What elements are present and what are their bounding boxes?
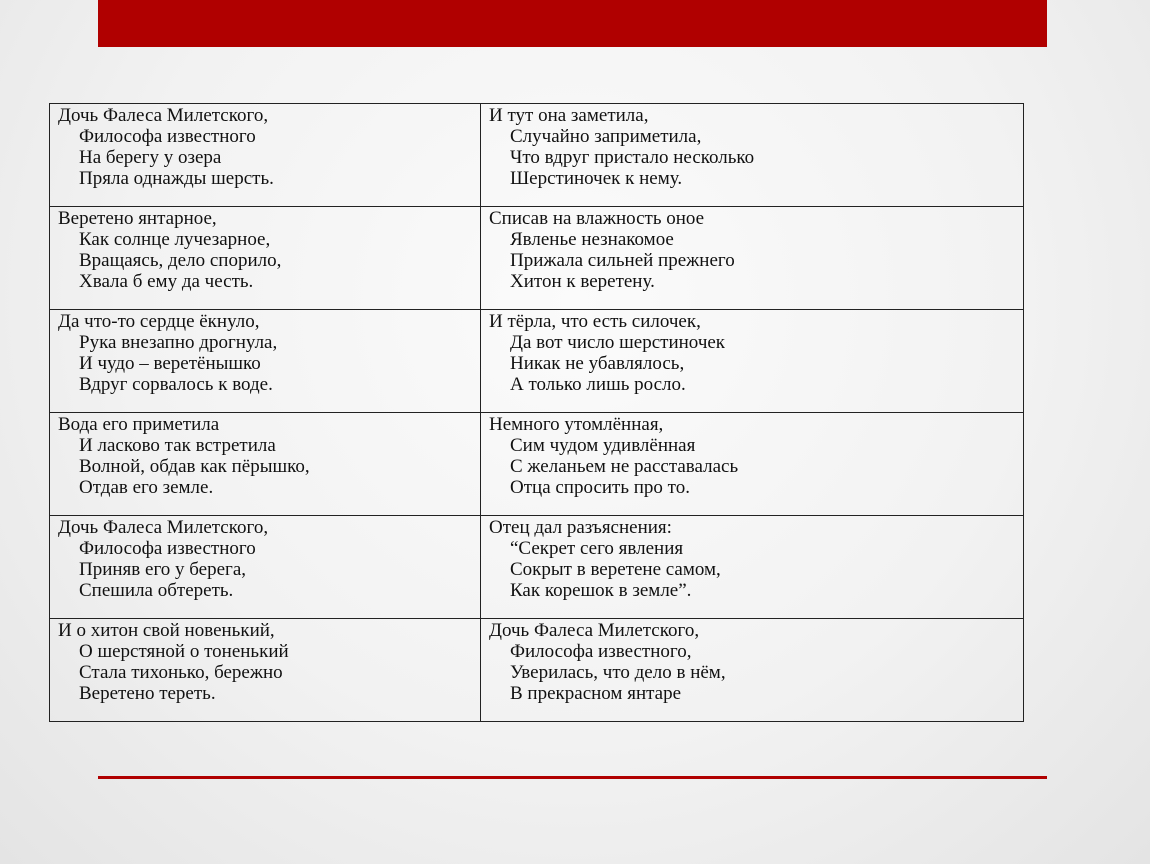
poem-line: На берегу у озера xyxy=(79,147,222,168)
poem-line: Вдруг сорвалось к воде. xyxy=(79,374,273,395)
poem-line: Шерстиночек к нему. xyxy=(510,168,683,189)
poem-line: Никак не убавлялось, xyxy=(510,353,685,374)
poem-line: Явленье незнакомое xyxy=(510,229,674,250)
stanza-cell-right xyxy=(481,413,1024,516)
poem-line: Сокрыт в веретене самом, xyxy=(510,559,721,580)
stanza-cell-left xyxy=(50,516,481,619)
stanza-cell-left xyxy=(50,104,481,207)
poem-line: Случайно заприметила, xyxy=(510,126,702,147)
poem-line: Приняв его у берега, xyxy=(79,559,247,580)
stanza-cell-left xyxy=(50,413,481,516)
table-row xyxy=(50,619,1024,722)
poem-line: И ласково так встретила xyxy=(79,435,276,456)
poem-line: Прижала сильней прежнего xyxy=(510,250,735,271)
poem-line: Веретено янтарное, xyxy=(58,208,217,229)
poem-line: Отец дал разъяснения: xyxy=(489,517,672,538)
poem-line: С желаньем не расставалась xyxy=(510,456,739,477)
stanza-cell-right xyxy=(481,207,1024,310)
stanza-cell-left xyxy=(50,207,481,310)
poem-line: Дочь Фалеса Милетского, xyxy=(489,620,700,641)
top-accent-bar xyxy=(98,0,1047,47)
poem-line: Философа известного, xyxy=(510,641,692,662)
poem-line: А только лишь росло. xyxy=(510,374,686,395)
stanza-cell-right xyxy=(481,310,1024,413)
poem-line: Пряла однажды шерсть. xyxy=(79,168,274,189)
bottom-accent-rule xyxy=(98,776,1047,779)
poem-line: Стала тихонько, бережно xyxy=(79,662,283,683)
poem-line: Дочь Фалеса Милетского, xyxy=(58,517,269,538)
poem-line: Списав на влажность оное xyxy=(489,208,705,229)
table-row xyxy=(50,310,1024,413)
poem-line: Веретено тереть. xyxy=(79,683,216,704)
stanza-cell-left xyxy=(50,310,481,413)
poem-line: В прекрасном янтаре xyxy=(510,683,682,704)
stanza-cell-right xyxy=(481,619,1024,722)
poem-line: Да что-то сердце ёкнуло, xyxy=(58,311,260,332)
poem-line: Рука внезапно дрогнула, xyxy=(79,332,278,353)
stanza-cell-right xyxy=(481,104,1024,207)
poem-line: Хвала б ему да честь. xyxy=(79,271,254,292)
poem-line: Немного утомлённая, xyxy=(489,414,664,435)
poem-line: Отдав его земле. xyxy=(79,477,214,498)
poem-line: Философа известного xyxy=(79,126,256,147)
poem-line: Сим чудом удивлённая xyxy=(510,435,696,456)
poem-line: Дочь Фалеса Милетского, xyxy=(58,105,269,126)
poem-table xyxy=(49,103,1024,722)
poem-line: Как корешок в земле”. xyxy=(510,580,692,601)
poem-line: Философа известного xyxy=(79,538,256,559)
poem-line: Что вдруг пристало несколько xyxy=(510,147,755,168)
poem-line: Хитон к веретену. xyxy=(510,271,655,292)
poem-line: И тёрла, что есть силочек, xyxy=(489,311,701,332)
table-row xyxy=(50,104,1024,207)
table-row xyxy=(50,516,1024,619)
poem-line: “Секрет сего явления xyxy=(510,538,684,559)
poem-line: Спешила обтереть. xyxy=(79,580,234,601)
poem-line: Уверилась, что дело в нём, xyxy=(510,662,726,683)
stanza-cell-right xyxy=(481,516,1024,619)
table-row xyxy=(50,207,1024,310)
stanza-cell-left xyxy=(50,619,481,722)
poem-line: И чудо – веретёнышко xyxy=(79,353,261,374)
poem-line: Вода его приметила xyxy=(58,414,220,435)
poem-line: Да вот число шерстиночек xyxy=(510,332,726,353)
poem-line: Отца спросить про то. xyxy=(510,477,690,498)
poem-line: И о хитон свой новенький, xyxy=(58,620,275,641)
poem-line: Волной, обдав как пёрышко, xyxy=(79,456,310,477)
poem-line: Как солнце лучезарное, xyxy=(79,229,271,250)
poem-line: О шерстяной о тоненький xyxy=(79,641,289,662)
poem-line: И тут она заметила, xyxy=(489,105,649,126)
poem-line: Вращаясь, дело спорило, xyxy=(79,250,282,271)
table-row xyxy=(50,413,1024,516)
